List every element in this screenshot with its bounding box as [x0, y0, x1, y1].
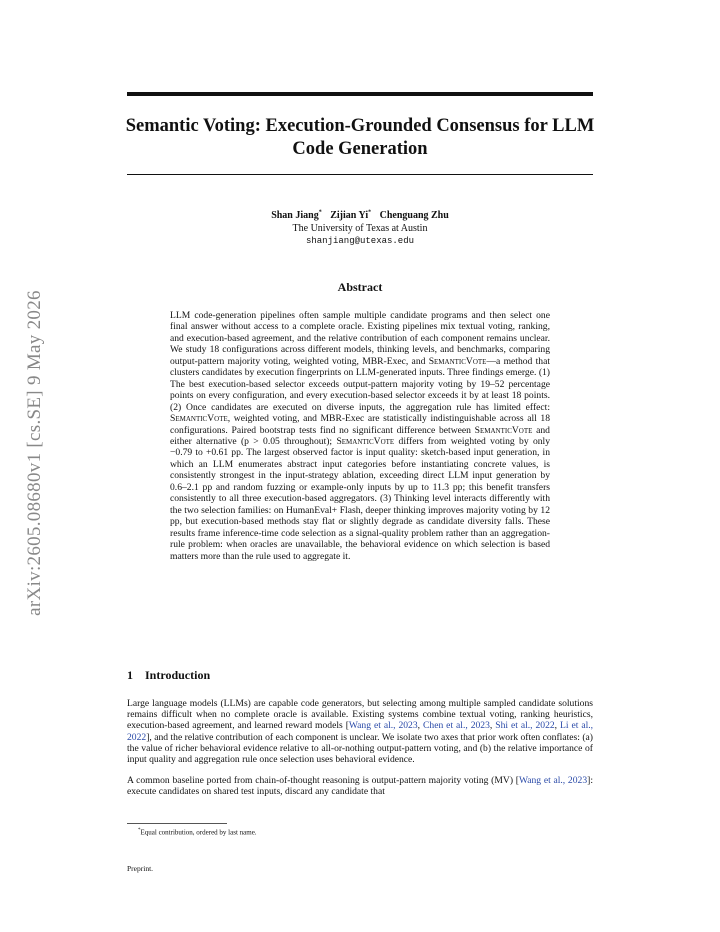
method-name: SemanticVote	[170, 413, 228, 425]
section-heading-introduction	[127, 668, 210, 683]
abstract-heading: Abstract	[337, 280, 383, 294]
author-block	[120, 207, 600, 248]
intro-paragraph-2: A common baseline ported from chain-of-thought reasoning is output-pattern majority voting (MV) [Wang et al., 2023]: execute candidates on shared test inputs, discard any candidate that	[127, 775, 593, 798]
author-email: shanjiang@utexas.edu	[305, 236, 415, 247]
footnote: *Equal contribution, ordered by last name.	[138, 828, 257, 837]
method-name: SemanticVote	[474, 424, 533, 436]
arxiv-side-identifier	[22, 265, 48, 640]
author-names	[120, 207, 600, 223]
method-name: SemanticVote	[428, 355, 487, 367]
section-title: Introduction	[145, 668, 211, 682]
title-top-rule	[127, 92, 593, 96]
title-bottom-rule	[127, 174, 593, 175]
citation-link[interactable]: Chen et al., 2023	[423, 720, 490, 732]
section-number: 1	[127, 668, 133, 682]
author: Shan Jiang*	[271, 210, 322, 222]
author: Zijian Yi*	[330, 210, 372, 222]
citation-link[interactable]: Shi et al., 2022	[495, 720, 555, 732]
abstract-body: LLM code-generation pipelines often sample multiple candidate programs and then select one final answer without access to a complete oracle. Existing pipelines mix textual voting, ranking, and execution-based agreement, and the relative contribution of each component remains unclear. We study 18 configurations across different models, thinking levels, and benchmarks, comparing output-pattern majority voting, weighted voting, MBR-Exec, and SemanticVote—a method that clusters candidates by execution fingerprints on LLM-generated inputs. Three findings emerge. (1) The best execution-based selector exceeds output-pattern majority voting by 19–52 percentage points on every configuration, and every execution-based selector exceeds it by at least 18 points. (2) Once candidates are executed on diverse inputs, the aggregation rule has limited effect: SemanticVote, weighted voting, and MBR-Exec are statistically indistinguishable across all 18 configurations. Paired bootstrap tests find no significant difference between SemanticVote and either alternative (p > 0.05 throughout); SemanticVote differs from weighted voting by only −0.79 to +0.61 pp. The largest observed factor is input quality: sketch-based input generation, in which an LLM enumerates abstract input categories before instantiating concrete values, is consistently strongest in the input-strategy ablation, exceeding direct LLM input generation by 0.6–2.1 pp and random fuzzing or example-only inputs by up to 11.3 pp; this benefit transfers consistently to all three execution-based aggregators. (3) Thinking level interacts differently with the two selection families: on HumanEval+ Flash, deeper thinking improves majority voting by 12 pp, but execution-based methods stay flat or slightly degrade as candidate diversity falls. These results frame inference-time code selection as a signal-quality problem rather than an aggregation-rule problem: when oracles are unavailable, the behavioral evidence on which selection is based matters more than the rule used to aggregate it.	[170, 310, 551, 562]
citation-link[interactable]: Li et al., 2022	[127, 720, 594, 743]
citation-link[interactable]: Wang et al., 2023	[518, 775, 588, 786]
paper-title: Semantic Voting: Execution-Grounded Consensus for LLM Code Generation	[125, 116, 595, 159]
arxiv-id-text: arXiv:2605.08680v1 [cs.SE] 9 May 2026	[24, 289, 45, 616]
affiliation: The University of Texas at Austin	[292, 222, 428, 234]
preprint-label: Preprint.	[127, 864, 154, 873]
author: Chenguang Zhu	[379, 210, 449, 222]
intro-paragraph-1: Large language models (LLMs) are capable code generators, but selecting among multiple sampled candidate solutions remains difficult when no complete oracle is available. Existing systems combine textual voting, ranking heuristics, execution-based agreement, and learned reward models [Wang et al., 2023, Chen et al., 2023, Shi et al., 2022, Li et al., 2022], and the relative contribution of each component is unclear. We isolate two axes that prior work often conflates: (a) the value of richer behavioral evidence relative to all-or-nothing output-pattern voting, and (b) the relative importance of input quality and aggregation rule once selection uses behavioral evidence.	[127, 698, 594, 766]
method-name: SemanticVote	[336, 435, 395, 447]
footnote-rule	[127, 823, 227, 824]
citation-link[interactable]: Wang et al., 2023	[348, 720, 418, 732]
